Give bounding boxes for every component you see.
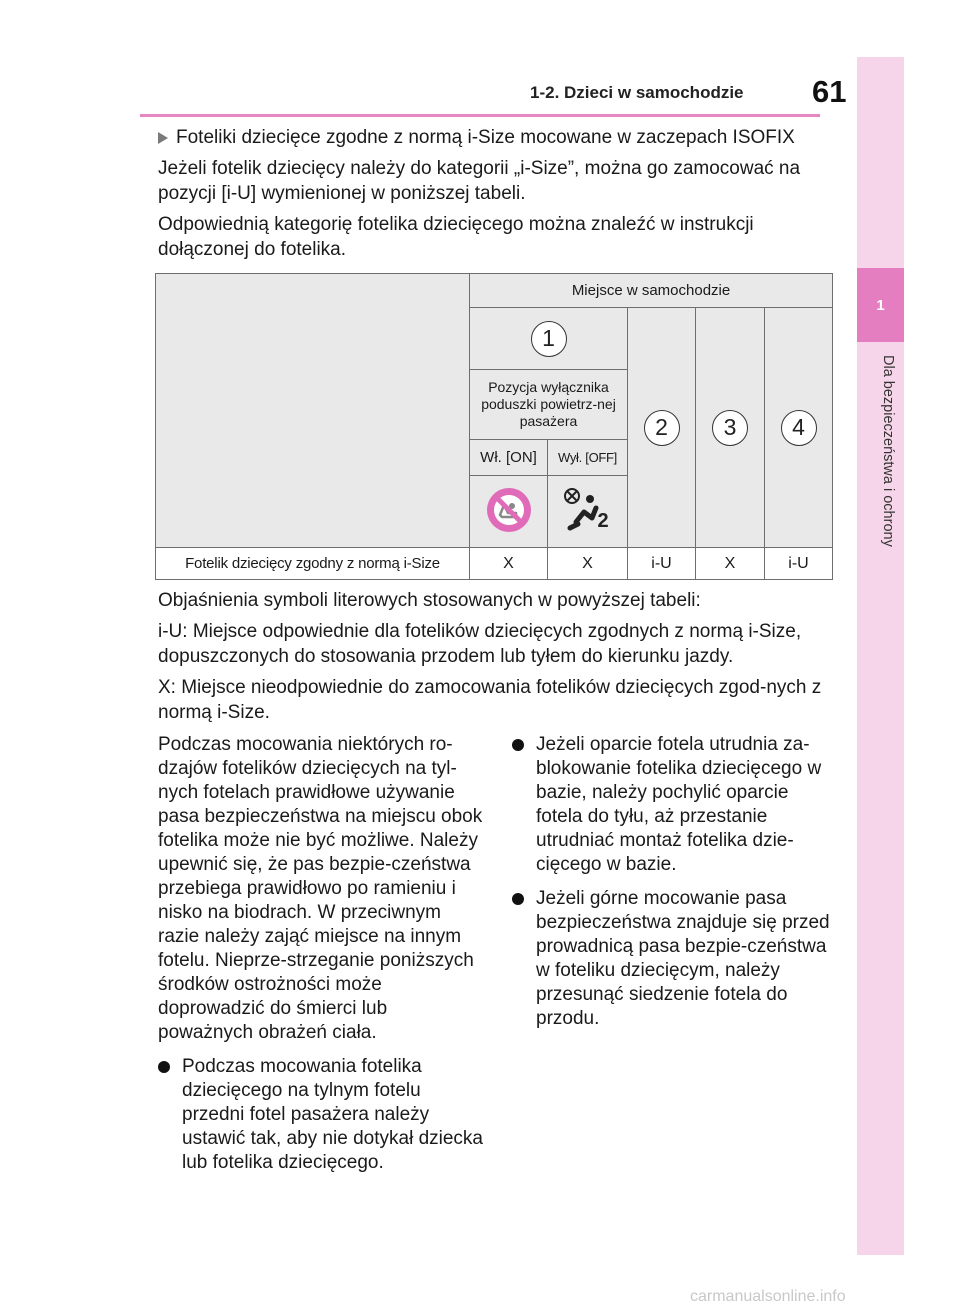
bullet-dot-icon (512, 739, 524, 751)
right-column (512, 733, 832, 1031)
seat-3-number: 3 (712, 410, 748, 446)
seat-4-cell (765, 308, 833, 548)
page-number: 61 (812, 74, 847, 109)
legend-section (158, 588, 833, 731)
airbag-switch-position-label: Pozycja wyłącznika poduszki powietrz-nej pasażera (470, 370, 628, 440)
left-bullet-1 (158, 1055, 483, 1175)
right-bullet-2-text: Jeżeli górne mocowanie pasa bezpieczeństwa znajduje się przed prowadnicą pasa bezpie-czeństwa w foteliku dziecięcym, należy przesunąć siedzenie fotela do przodu. (536, 888, 830, 1029)
switch-on-label: Wł. [ON] (470, 440, 548, 476)
seat-2-cell (628, 308, 696, 548)
seat-1-cell (470, 308, 628, 370)
legend-intro: Objaśnienia symboli literowych stosowanych w powyższej tabeli: (158, 590, 701, 611)
intro-paragraph-2: Odpowiednią kategorię fotelika dziecięcego można znaleźć w instrukcji dołączonej do fotelika. (158, 214, 754, 260)
side-tab-number: 1 (857, 268, 904, 342)
table-corner-cell (156, 274, 470, 548)
seat-2-number: 2 (644, 410, 680, 446)
intro-section (158, 125, 833, 268)
seat-3-cell (696, 308, 765, 548)
value-seat-4: i-U (765, 548, 833, 580)
airbag-prohibited-icon-cell (470, 476, 548, 548)
airbag-prohibited-child-seat-icon (485, 486, 533, 534)
right-bullet-2 (512, 887, 832, 1031)
airbag-off-icon-cell (548, 476, 628, 548)
bullet-dot-icon (158, 1061, 170, 1073)
seat-4-number: 4 (781, 410, 817, 446)
legend-iu: i-U: Miejsce odpowiednie dla fotelików dziecięcych zgodnych z normą i-Size, dopuszczonych do stosowania przodem lub tyłem do kierunku jazdy. (158, 621, 802, 667)
left-paragraph: Podczas mocowania niektórych ro-dzajów fotelików dziecięcych na tyl-nych fotelach prawidłowe używanie pasa bezpieczeństwa na miejscu obok fotelika może nie być możliwe. Należy upewnić się, że pas bezpie-czeństwa przebiega prawidłowo po ramieniu i nisko na biodrach. W przeciwnym razie należy zająć miejsce na innym fotelu. Nieprze-strzeganie poniższych środków ostrożności może doprowadzić do śmierci lub poważnych obrażeń ciała. (158, 734, 483, 1043)
section-heading (158, 125, 833, 150)
header-rule (140, 114, 820, 117)
value-seat-3: X (696, 548, 765, 580)
right-bullet-1-text: Jeżeli oparcie fotela utrudnia za-blokowanie fotelika dziecięcego w bazie, należy pochylić oparcie fotela do tyłu, aż przestanie utrudniać montaż fotelika dzie-cięcego w bazie. (536, 734, 822, 875)
seat-compatibility-table (155, 273, 833, 580)
left-column (158, 733, 483, 1175)
seat-1-number: 1 (531, 321, 567, 357)
legend-x: X: Miejsce nieodpowiednie do zamocowania fotelików dziecięcych zgod-nych z normą i-Size. (158, 677, 822, 723)
side-tab-label: Dla bezpieczeństwa i ochrony (880, 355, 896, 547)
value-seat-2: i-U (628, 548, 696, 580)
side-tab (857, 57, 904, 1255)
section-title: 1-2. Dzieci w samochodzie (530, 83, 744, 102)
row-label-isize-seat: Fotelik dziecięcy zgodny z normą i-Size (156, 548, 470, 580)
bullet-dot-icon (512, 893, 524, 905)
right-bullet-1 (512, 733, 832, 877)
triangle-bullet-icon (158, 132, 168, 144)
table-header-seat-location: Miejsce w samochodzie (470, 274, 833, 308)
value-seat-1-off: X (548, 548, 628, 580)
left-bullet-1-text: Podczas mocowania fotelika dziecięcego na tylnym fotelu przedni fotel pasażera należy ustawić tak, aby nie dotykał dziecka lub fotelika dziecięcego. (182, 1056, 483, 1173)
switch-off-label: Wył. [OFF] (548, 440, 628, 476)
airbag-off-icon-number: 2 (597, 509, 609, 532)
section-heading-text: Foteliki dziecięce zgodne z normą i-Size mocowane w zaczepach ISOFIX (176, 127, 795, 148)
value-seat-1-on: X (470, 548, 548, 580)
watermark: carmanualsonline.info (690, 1288, 846, 1305)
intro-paragraph-1: Jeżeli fotelik dziecięcy należy do kategorii „i-Size”, można go zamocować na pozycji [i-U] wymienionej w poniższej tabeli. (158, 158, 801, 204)
